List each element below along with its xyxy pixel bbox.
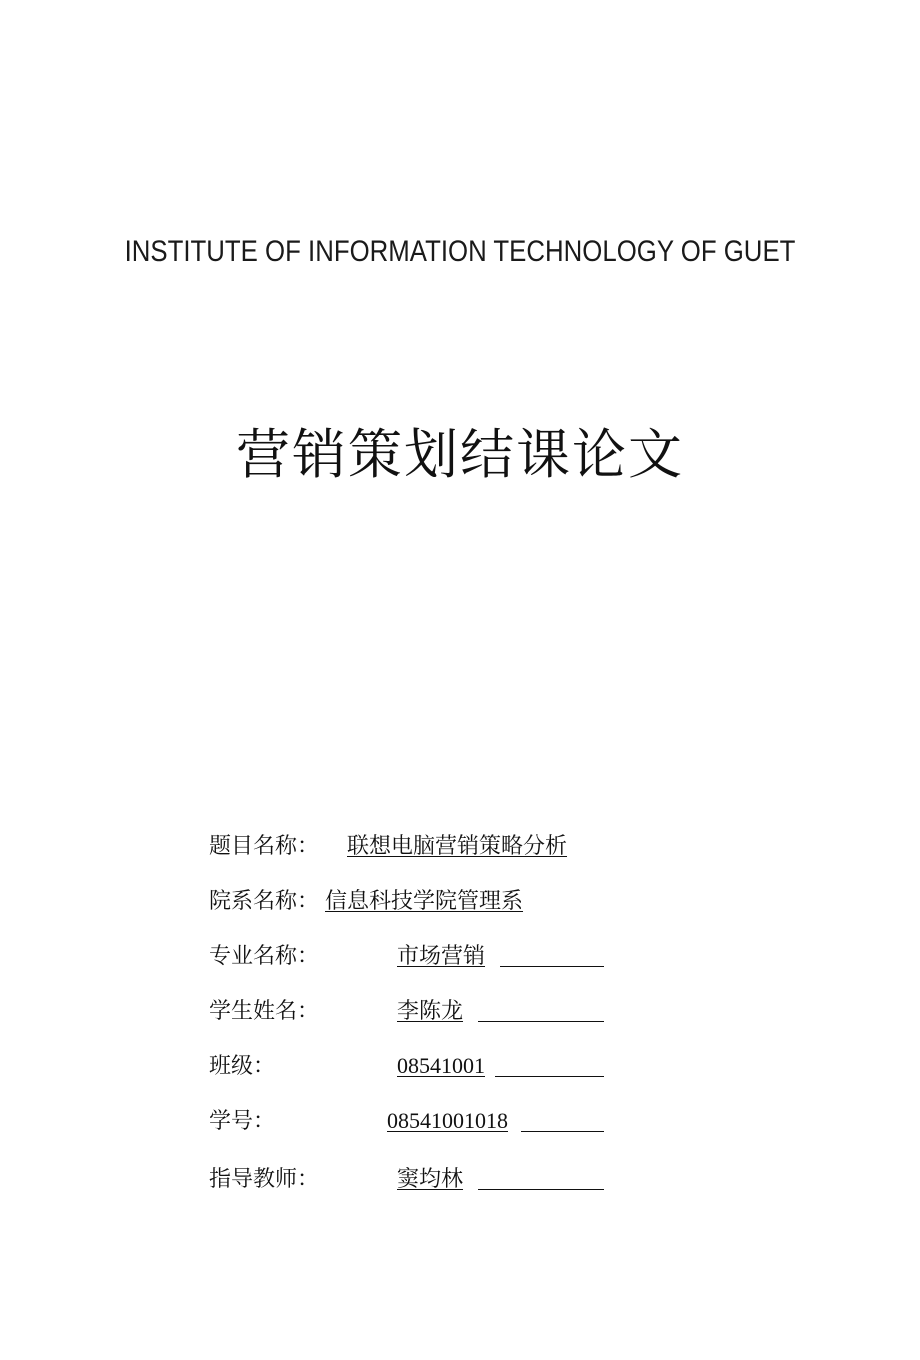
advisor-label: 指导教师： (209, 1166, 320, 1191)
student-underline (478, 993, 604, 1022)
topic-label: 题目名称： (209, 833, 320, 858)
advisor-value: 窦均林 (397, 1166, 464, 1191)
class-value: 08541001 (397, 1053, 485, 1078)
major-underline (500, 938, 604, 967)
class-underline (495, 1048, 604, 1077)
student-label: 学生姓名： (209, 998, 320, 1023)
advisor-underline (478, 1161, 604, 1190)
class-label: 班级： (209, 1053, 276, 1078)
department-label: 院系名称： (209, 888, 320, 913)
major-label: 专业名称： (209, 943, 320, 968)
student-id-label: 学号： (209, 1108, 276, 1133)
page-title: 营销策划结课论文 (236, 423, 684, 486)
student-value: 李陈龙 (397, 998, 464, 1023)
student-id-value: 08541001018 (387, 1108, 508, 1133)
student-id-underline (521, 1103, 604, 1132)
department-value: 信息科技学院管理系 (325, 888, 524, 913)
major-value: 市场营销 (397, 943, 486, 968)
institute-name: INSTITUTE OF INFORMATION TECHNOLOGY OF GUET (124, 235, 796, 268)
topic-value: 联想电脑营销策略分析 (347, 833, 568, 858)
